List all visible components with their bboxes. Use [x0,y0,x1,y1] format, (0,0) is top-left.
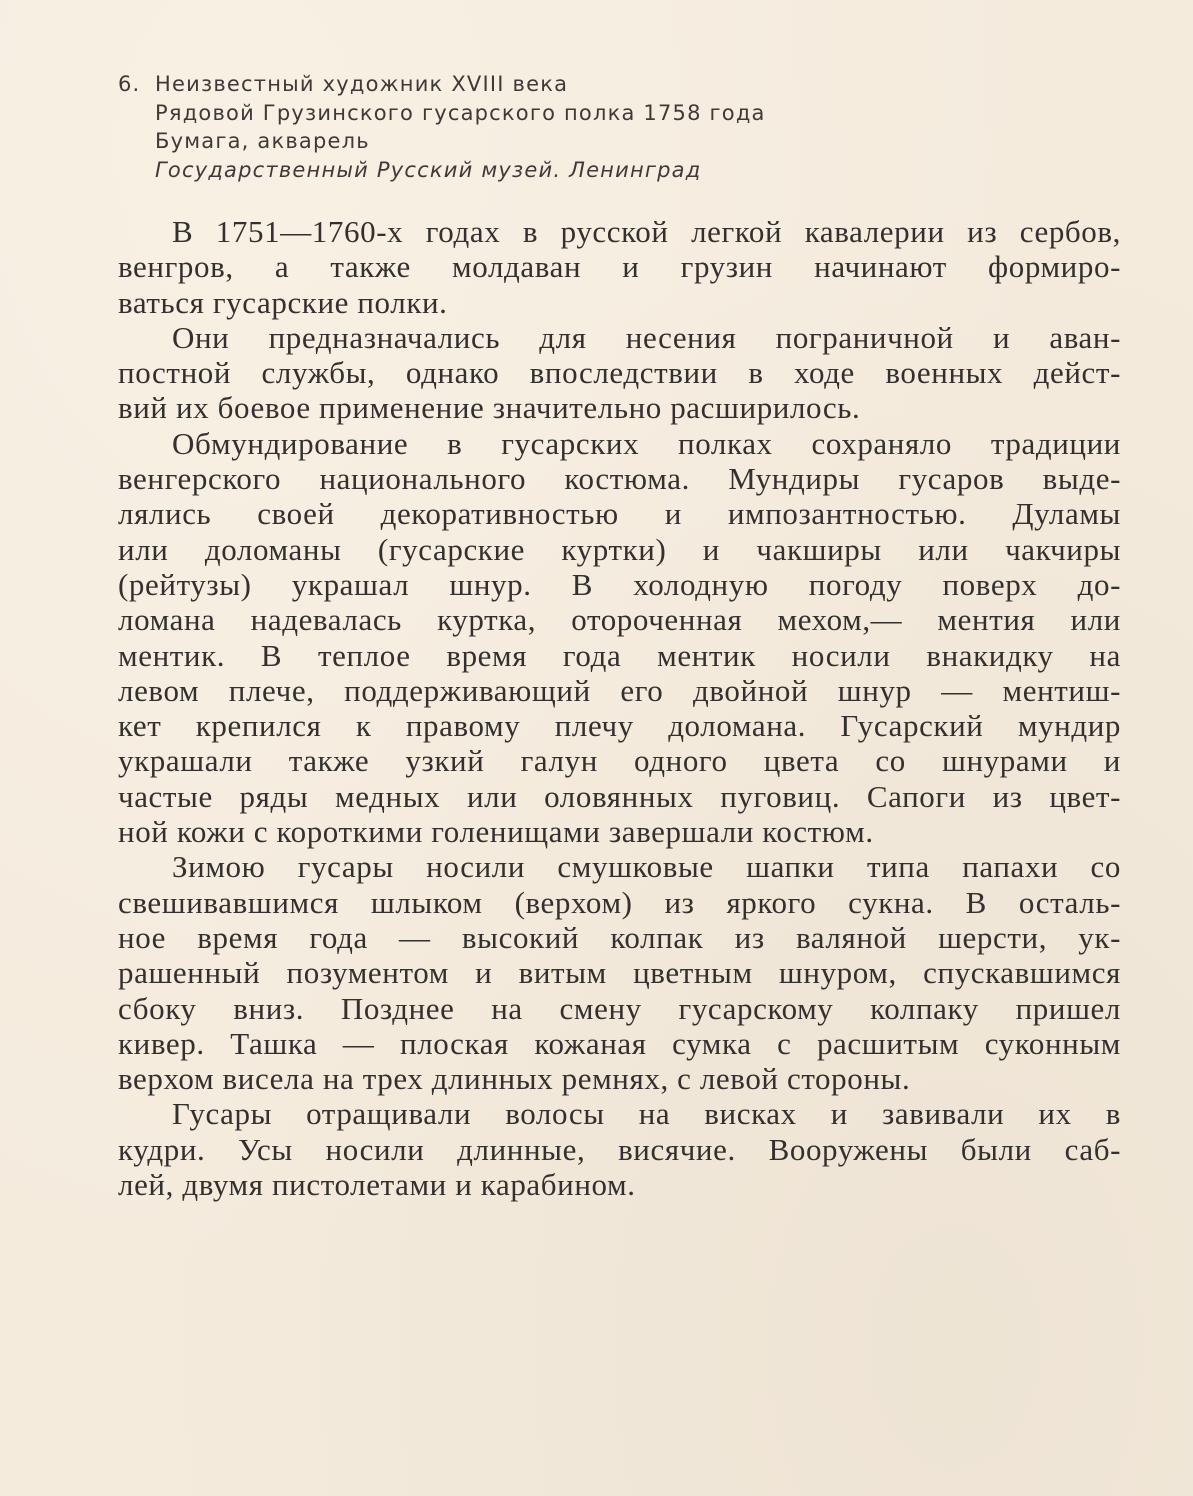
text-line: венгерского национального костюма. Мундиры гусаров выде- [118,461,1121,497]
text-line: Зимою гусары носили смушковые шапки типа папахи со [172,849,1121,885]
text-line: Гусары отращивали волосы на висках и завивали их в [172,1096,1121,1132]
text-line: украшали также узкий галун одного цвета со шнурами и [118,743,1121,779]
text-line: сбоку вниз. Позднее на смену гусарскому колпаку пришел [118,990,1121,1026]
body-text [118,214,1121,1202]
text-line: постной службы, однако впоследствии в ходе военных дейст- [118,355,1121,391]
text-line: свешивавшимся шлыком (верхом) из яркого сукна. В осталь- [118,884,1121,920]
text-line: кивер. Ташка — плоская кожаная сумка с расшитым суконным [118,1025,1121,1061]
caption-collection: Государственный Русский музей. Ленинград [155,157,702,182]
text-line: лей, двумя пистолетами и карабином. [118,1167,636,1203]
text-line: (рейтузы) украшал шнур. В холодную погоду поверх до- [118,566,1121,602]
caption-artist: Неизвестный художник XVIII века [155,72,569,96]
caption-artist-line [118,70,858,99]
text-line: или доломаны (гусарские куртки) и чакширы или чакчиры [118,531,1121,567]
plate-caption [118,70,858,184]
paragraph [118,320,1121,426]
text-line: венгров, а также молдаван и грузин начинают формиро- [118,249,1121,285]
text-line: верхом висела на трех длинных ремнях, с левой стороны. [118,1061,911,1097]
text-line: лялись своей декоративностью и импозантностью. Дуламы [118,496,1121,532]
text-line: рашенный позументом и витым цветным шнуром, спускавшимся [118,955,1121,991]
paragraph [118,1096,1121,1202]
text-line: кудри. Усы носили длинные, висячие. Вооружены были саб- [118,1131,1121,1167]
caption-number: 6. [118,72,141,96]
text-line: Они предназначались для несения пограничной и аван- [172,319,1121,355]
paragraph [118,426,1121,850]
paragraph [118,214,1121,320]
text-line: кет крепился к правому плечу доломана. Гусарский мундир [118,708,1121,744]
caption-title: Рядовой Грузинского гусарского полка 1758 года [155,100,766,125]
text-line: частые ряды медных или оловянных пуговиц. Сапоги из цвет- [118,778,1121,814]
text-line: ное время года — высокий колпак из валяной шерсти, ук- [118,919,1121,955]
text-line: левом плече, поддерживающий его двойной шнур — ментиш- [118,672,1121,708]
caption-medium: Бумага, акварель [155,129,370,153]
text-line: вий их боевое применение значительно расширилось. [118,390,861,426]
text-line: ментик. В теплое время года ментик носили внакидку на [118,637,1121,673]
text-line: ной кожи с короткими голенищами завершали костюм. [118,814,874,850]
text-line: ломана надевалась куртка, отороченная мехом,— ментия или [118,602,1121,638]
text-line: Обмундирование в гусарских полках сохраняло традиции [172,425,1121,461]
text-line: В 1751—1760-х годах в русской легкой кавалерии из сербов, [172,214,1121,249]
paragraph [118,849,1121,1096]
text-line: ваться гусарские полки. [118,284,448,320]
